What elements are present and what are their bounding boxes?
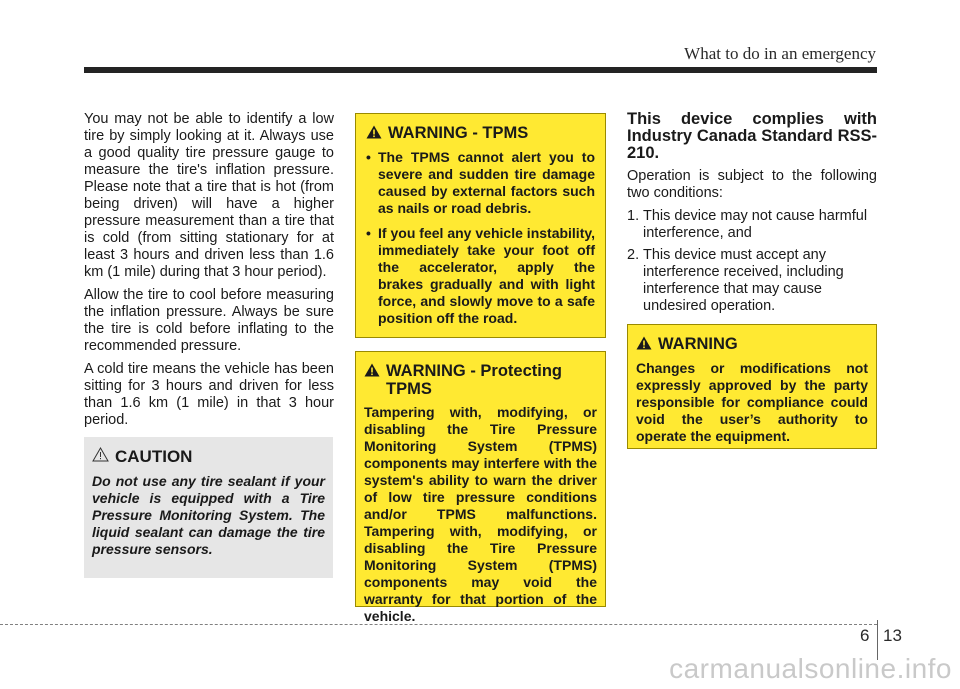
right-column [627, 111, 877, 320]
caution-text: Do not use any tire sealant if your vehicle is equipped with a Tire Pressure Monitoring System. The liquid sealant can damage the tire pressure sensors. [92, 473, 325, 557]
list-item [627, 247, 877, 315]
warning-heading [636, 335, 868, 354]
footer-rule [0, 624, 877, 625]
item-text: This device must accept any interference received, including interference that may cause undesired operation. [643, 247, 844, 314]
paragraph: A cold tire means the vehicle has been sitting for 3 hours and driven for less than 1.6 km (1 mile) in that 3 hour period. [84, 361, 334, 428]
warning-triangle-icon [366, 125, 382, 143]
header-rule [84, 67, 877, 73]
warning-title: WARNING - TPMS [388, 124, 529, 142]
chapter-number: 6 [860, 626, 870, 645]
warning-box-protecting-tpms [355, 351, 606, 624]
item-number: 1. [627, 208, 640, 224]
warning-list [366, 149, 595, 327]
warning-heading [366, 124, 595, 143]
caution-heading [92, 447, 325, 467]
paragraph: You may not be able to identify a low tire by simply looking at it. Always use a good quality tire pressure gauge to measure the tire's inflation pressure. Please note that a tire that is hot (from being driven) will have a higher pressure measurement than a tire that is cold (from sitting stationary for at least 3 hours and driven less than 1.6 km (1 mile) during that 3 hour period). [84, 111, 334, 280]
header-title: What to do in an emergency [684, 44, 876, 63]
warning-box-device [627, 324, 877, 449]
list-item [627, 208, 877, 242]
list-item: • The TPMS cannot alert you to severe and sudden tire damage caused by external factors such as nails or road debris. [366, 149, 595, 217]
warning-title: WARNING [658, 335, 738, 353]
warning-text: Tampering with, modifying, or disabling the Tire Pressure Monitoring System (TPMS) components may interfere with the system's ability to warn the driver of low tire pressure conditions and/or TPMS malfunctions. Tampering with, modifying, or disabling the Tire Pressure Monitoring System (TPMS) components may void the warranty for that portion of the vehicle. [364, 404, 597, 624]
caution-triangle-icon [92, 447, 109, 467]
compliance-intro: Operation is subject to the following two conditions: [627, 168, 877, 201]
caution-box [84, 437, 333, 578]
warning-heading [364, 362, 597, 398]
warning-box-tpms [355, 113, 606, 338]
watermark: carmanualsonline.info [669, 653, 952, 684]
warning-text: Changes or modifications not expressly approved by the party responsible for compliance could void the user’s authority to operate the equipment. [636, 360, 868, 444]
conditions-list [627, 208, 877, 315]
compliance-heading: This device complies with Industry Canada Standard RSS-210. [627, 110, 877, 162]
page-number: 13 [883, 626, 902, 645]
left-column [84, 111, 334, 435]
item-text: This device may not cause harmful interference, and [643, 208, 868, 241]
item-number: 2. [627, 247, 640, 263]
caution-title: CAUTION [115, 447, 193, 466]
paragraph: Allow the tire to cool before measuring the inflation pressure. Always be sure the tire is cold before inflating to the recommended pressure. [84, 287, 334, 354]
warning-triangle-icon [364, 363, 380, 381]
list-item: • If you feel any vehicle instability, immediately take your foot off the accelerator, apply the brakes gradually and with light force, and slowly move to a safe position off the road. [366, 225, 595, 327]
warning-triangle-icon [636, 336, 652, 354]
warning-title: WARNING - Protecting TPMS [386, 362, 562, 398]
